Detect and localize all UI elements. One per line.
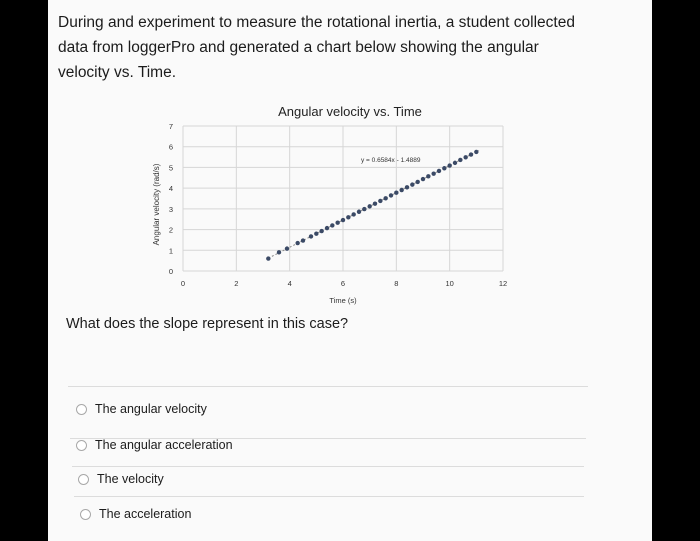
radio-button[interactable]	[80, 509, 91, 520]
divider	[68, 386, 588, 387]
data-point	[383, 196, 387, 200]
divider	[72, 466, 584, 467]
x-tick-label: 0	[180, 279, 186, 288]
data-point	[266, 256, 270, 260]
data-point	[346, 215, 350, 219]
data-point	[421, 177, 425, 181]
data-point	[357, 210, 361, 214]
data-point	[410, 182, 414, 186]
data-point	[362, 207, 366, 211]
data-point	[314, 232, 318, 236]
data-point	[285, 246, 289, 250]
y-axis-label: Angular velocity (rad/s)	[152, 163, 161, 246]
y-tick-label: 1	[168, 246, 174, 256]
trendline-equation: y = 0.6584x - 1.4889	[361, 157, 421, 164]
data-point	[341, 218, 345, 222]
y-tick-label: 2	[168, 225, 174, 235]
data-point	[431, 171, 435, 175]
data-point	[389, 193, 393, 197]
data-point	[373, 201, 377, 205]
option-acceleration[interactable]	[80, 507, 191, 521]
radio-button[interactable]	[78, 474, 89, 485]
x-tick-label: 8	[394, 279, 399, 288]
radio-button[interactable]	[76, 404, 87, 415]
data-point	[330, 223, 334, 227]
x-tick-label: 12	[498, 279, 508, 288]
data-point	[295, 241, 299, 245]
data-point	[437, 169, 441, 173]
data-point	[351, 212, 355, 216]
prompt-text: What does the slope represent in this case?	[66, 316, 349, 332]
y-tick-label: 0	[168, 267, 174, 276]
question-card	[48, 0, 652, 541]
angular-velocity-chart	[48, 0, 652, 320]
question-line-2: data from loggerPro and generated a chart below showing the angular	[58, 39, 539, 56]
y-tick-label: 3	[168, 204, 174, 214]
x-tick-label: 2	[234, 279, 239, 288]
data-point	[301, 238, 305, 242]
radio-button[interactable]	[76, 440, 87, 451]
x-tick-label: 6	[340, 279, 346, 288]
chart-title: Angular velocity vs. Time	[278, 104, 422, 119]
data-point	[309, 234, 313, 238]
option-velocity[interactable]	[78, 472, 164, 486]
data-point	[367, 204, 371, 208]
y-tick-label: 4	[168, 184, 174, 194]
y-tick-label: 7	[168, 122, 174, 131]
option-label: The angular acceleration	[95, 438, 233, 452]
data-point	[415, 180, 419, 184]
data-point	[426, 174, 430, 178]
option-angular-acceleration[interactable]	[76, 438, 233, 452]
data-point	[442, 166, 446, 170]
x-tick-label: 4	[287, 279, 292, 288]
data-point	[453, 161, 457, 165]
data-point	[458, 158, 462, 162]
data-point	[277, 250, 281, 254]
question-line-1: During and experiment to measure the rotational inertia, a student collected	[58, 14, 575, 31]
data-point	[335, 221, 339, 225]
data-point	[325, 226, 329, 230]
data-point	[394, 191, 398, 195]
data-point	[463, 155, 467, 159]
data-point	[405, 185, 409, 189]
data-point	[474, 150, 478, 154]
data-point	[378, 199, 382, 203]
question-line-3: velocity vs. Time.	[58, 64, 176, 81]
option-label: The acceleration	[99, 507, 192, 521]
x-tick-label: 10	[445, 279, 454, 288]
y-tick-label: 5	[168, 163, 174, 173]
divider	[74, 496, 584, 497]
option-label: The angular velocity	[95, 402, 207, 416]
data-point	[469, 152, 473, 156]
y-tick-label: 6	[168, 142, 174, 152]
option-angular-velocity[interactable]	[76, 402, 207, 416]
option-label: The velocity	[97, 472, 164, 486]
data-point	[319, 229, 323, 233]
x-axis-label: Time (s)	[329, 296, 357, 305]
data-point	[399, 188, 403, 192]
data-point	[447, 163, 451, 167]
